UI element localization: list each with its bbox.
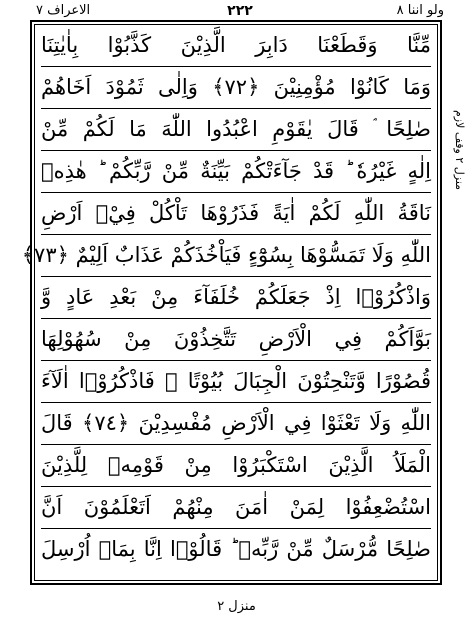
page-number: ٢٢٢ [227, 3, 253, 19]
text-line-3: صٰلِحًا ۘ قَالَ يٰقَوْمِ اعْبُدُوا اللّٰهَ مَا لَكُمْ مِّنْ [41, 109, 431, 151]
text-line-2: وَمَا كَانُوْا مُؤْمِنِيْنَ ﴿٧٢﴾ وَاِلٰى ثَمُوْدَ اَخَاهُمْ [41, 67, 431, 109]
text-line-4: اِلٰهٍ غَيْرُهٗ ؕ قَدْ جَآءَتْكُمْ بَيِّنَةٌ مِّنْ رَّبِّكُمْ ؕ هٰذِهٖ [41, 151, 431, 193]
text-line-11: الْمَلَاُ الَّذِيْنَ اسْتَكْبَرُوْا مِنْ قَوْمِهٖ لِلَّذِيْنَ [41, 445, 431, 487]
text-line-8: بَوَّاَكُمْ فِي الْاَرْضِ تَتَّخِذُوْنَ مِنْ سُهُوْلِهَا [41, 319, 431, 361]
surah-name-header: الاعراف ۷ [36, 3, 91, 18]
text-line-10: اللّٰهِ وَلَا تَعْثَوْا فِي الْاَرْضِ مُفْسِدِيْنَ ﴿٧٤﴾ قَالَ [41, 403, 431, 445]
margin-note: منزل ۲ وقف لازم [453, 109, 466, 190]
text-frame [21, 20, 442, 585]
text-line-7: وَاذْكُرُوْۤا اِذْ جَعَلَكُمْ خُلَفَآءَ مِنْ بَعْدِ عَادٍ وَّ [41, 277, 431, 319]
text-frame-inner [21, 24, 438, 581]
text-line-6: اللّٰهِ وَلَا تَمَسُّوْهَا بِسُوْٓءٍ فَيَاْخُذَكُمْ عَذَابٌ اَلِيْمٌ ﴿٧٣﴾ [41, 235, 431, 277]
text-line-9: قُصُوْرًا وَّتَنْحِتُوْنَ الْجِبَالَ بُيُوْتًا ۚ فَاذْكُرُوْۤا اٰلَآءَ [41, 361, 431, 403]
text-line-1: مِّنَّا وَقَطَعْنَا دَابِرَ الَّذِيْنَ كَذَّبُوْا بِاٰيٰتِنَا [41, 25, 431, 67]
text-line-12: اسْتُضْعِفُوْا لِمَنْ اٰمَنَ مِنْهُمْ اَتَعْلَمُوْنَ اَنَّ [41, 487, 431, 529]
page-header [30, 2, 450, 22]
text-line-5: نَاقَةُ اللّٰهِ لَكُمْ اٰيَةً فَذَرُوْهَا تَاْكُلْ فِيْۤ اَرْضِ [41, 193, 431, 235]
para-name-header: ولو اننا ۸ [396, 3, 444, 18]
text-line-13: صٰلِحًا مُّرْسَلٌ مِّنْ رَّبِّهٖ ؕ قَالُوْۤا اِنَّا بِمَاۤ اُرْسِلَ [41, 537, 431, 561]
page-footer: منزل ۲ [217, 599, 256, 614]
